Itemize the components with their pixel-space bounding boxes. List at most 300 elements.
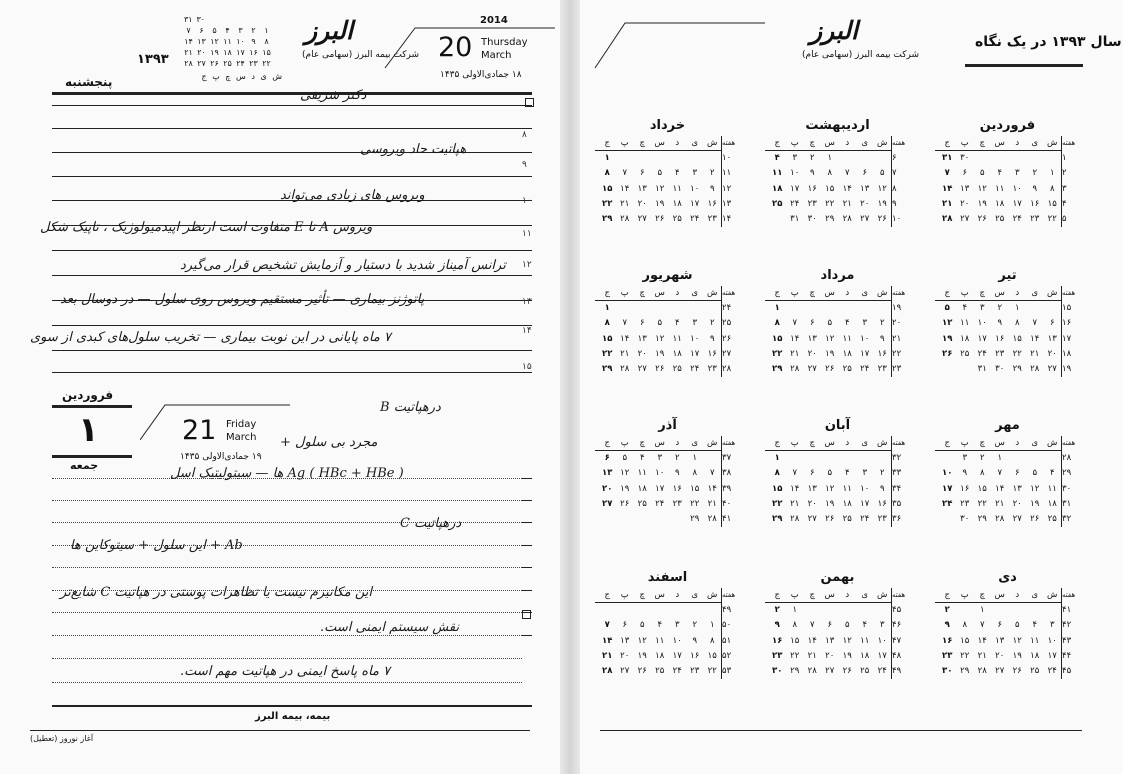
calendar-day[interactable]: ۲۶ bbox=[877, 213, 887, 224]
calendar-day[interactable]: ۲ bbox=[809, 153, 815, 164]
calendar-day[interactable] bbox=[821, 301, 839, 316]
calendar-day[interactable] bbox=[939, 362, 957, 377]
calendar-day[interactable] bbox=[804, 603, 822, 618]
calendar-day[interactable]: ۲۲ bbox=[960, 650, 970, 661]
calendar-day[interactable]: ۵ bbox=[944, 303, 950, 314]
calendar-day[interactable]: ۱۲ bbox=[825, 483, 835, 494]
calendar-day[interactable]: ۱۱ bbox=[672, 333, 682, 344]
calendar-day[interactable] bbox=[1026, 451, 1044, 466]
calendar-day[interactable]: ۹ bbox=[774, 620, 780, 631]
calendar-day[interactable] bbox=[874, 451, 892, 466]
calendar-day[interactable]: ۳۱ bbox=[790, 213, 800, 224]
calendar-day[interactable] bbox=[939, 512, 957, 527]
calendar-day[interactable]: ۱۷ bbox=[1012, 198, 1022, 209]
calendar-day[interactable]: ۱۳ bbox=[620, 635, 630, 646]
calendar-day[interactable]: ۲۳ bbox=[807, 198, 817, 209]
calendar-day[interactable] bbox=[599, 603, 617, 618]
calendar-day[interactable]: ۳۰ bbox=[807, 213, 817, 224]
calendar-day[interactable]: ۳ bbox=[692, 318, 698, 329]
calendar-day[interactable]: ۳۰ bbox=[960, 513, 970, 524]
calendar-day[interactable]: ۱۵ bbox=[602, 183, 613, 194]
calendar-day[interactable]: ۴ bbox=[674, 318, 680, 329]
calendar-day[interactable]: ۹ bbox=[692, 635, 698, 646]
calendar-day[interactable]: ۷ bbox=[979, 620, 985, 631]
calendar-day[interactable]: ۲۱ bbox=[620, 198, 630, 209]
calendar-day[interactable]: ۸ bbox=[709, 635, 715, 646]
calendar-day[interactable]: ۱ bbox=[709, 620, 715, 631]
note-icon[interactable] bbox=[522, 610, 531, 619]
calendar-day[interactable]: ۱۵ bbox=[1047, 198, 1057, 209]
calendar-day[interactable]: ۳۰ bbox=[960, 153, 970, 164]
calendar-day[interactable]: ۳ bbox=[1049, 620, 1055, 631]
calendar-day[interactable] bbox=[804, 301, 822, 316]
calendar-day[interactable]: ۶ bbox=[1049, 318, 1055, 329]
calendar-day[interactable]: ۱۶ bbox=[672, 483, 682, 494]
calendar-day[interactable]: ۱۸ bbox=[672, 198, 682, 209]
calendar-day[interactable]: ۲۷ bbox=[860, 213, 870, 224]
calendar-day[interactable]: ۴ bbox=[997, 168, 1003, 179]
calendar-day[interactable]: ۲۶ bbox=[825, 363, 835, 374]
calendar-day[interactable]: ۲۲ bbox=[790, 650, 800, 661]
calendar-day[interactable]: ۱۲ bbox=[637, 635, 647, 646]
calendar-day[interactable]: ۸ bbox=[604, 168, 610, 179]
calendar-day[interactable]: ۲۶ bbox=[655, 213, 665, 224]
calendar-day[interactable]: ۲۶ bbox=[942, 348, 953, 359]
calendar-day[interactable]: ۶ bbox=[862, 168, 868, 179]
calendar-day[interactable]: ۲۷ bbox=[825, 665, 835, 676]
calendar-day[interactable]: ۲۸ bbox=[620, 363, 630, 374]
calendar-day[interactable]: ۱۷ bbox=[655, 483, 665, 494]
calendar-day[interactable]: ۱۳ bbox=[860, 183, 870, 194]
calendar-day[interactable]: ۲۲ bbox=[1047, 213, 1057, 224]
calendar-day[interactable]: ۱۶ bbox=[707, 348, 717, 359]
calendar-day[interactable]: ۱۹ bbox=[877, 198, 887, 209]
calendar-day[interactable]: ۲ bbox=[997, 303, 1003, 314]
calendar-day[interactable]: ۶ bbox=[809, 318, 815, 329]
calendar-day[interactable]: ۲ bbox=[709, 168, 715, 179]
calendar-day[interactable]: ۲۳ bbox=[877, 363, 887, 374]
calendar-day[interactable]: ۱۸ bbox=[860, 650, 870, 661]
calendar-day[interactable]: ۲۹ bbox=[690, 513, 700, 524]
calendar-day[interactable]: ۱۵ bbox=[602, 333, 613, 344]
calendar-day[interactable]: ۱۴ bbox=[977, 635, 987, 646]
calendar-day[interactable]: ۱ bbox=[692, 453, 698, 464]
calendar-day[interactable] bbox=[669, 151, 687, 166]
calendar-day[interactable]: ۸ bbox=[979, 468, 985, 479]
calendar-day[interactable]: ۲۳ bbox=[960, 498, 970, 509]
calendar-day[interactable]: ۱۸ bbox=[655, 650, 665, 661]
calendar-day[interactable]: ۱۶ bbox=[960, 483, 970, 494]
calendar-day[interactable]: ۱۴ bbox=[620, 183, 630, 194]
calendar-day[interactable]: ۵ bbox=[979, 168, 985, 179]
calendar-day[interactable]: ۲۱ bbox=[842, 198, 852, 209]
calendar-day[interactable] bbox=[1009, 451, 1027, 466]
calendar-day[interactable]: ۲۴ bbox=[690, 213, 700, 224]
calendar-day[interactable]: ۱۷ bbox=[790, 183, 800, 194]
calendar-day[interactable]: ۲۷ bbox=[637, 363, 647, 374]
calendar-day[interactable]: ۲۹ bbox=[1012, 363, 1022, 374]
calendar-day[interactable]: ۵ bbox=[1014, 620, 1020, 631]
calendar-day[interactable] bbox=[1044, 451, 1062, 466]
calendar-day[interactable]: ۱۵ bbox=[772, 333, 783, 344]
calendar-day[interactable]: ۱۶ bbox=[772, 635, 783, 646]
calendar-day[interactable]: ۳ bbox=[862, 468, 868, 479]
calendar-day[interactable]: ۲۲ bbox=[772, 348, 783, 359]
calendar-day[interactable]: ۱۳ bbox=[807, 333, 817, 344]
calendar-day[interactable]: ۳۰ bbox=[995, 363, 1005, 374]
calendar-day[interactable]: ۲۴ bbox=[1047, 665, 1057, 676]
calendar-day[interactable]: ۱۳ bbox=[807, 483, 817, 494]
calendar-day[interactable]: ۲۹ bbox=[772, 363, 783, 374]
calendar-day[interactable]: ۱۶ bbox=[877, 498, 887, 509]
calendar-day[interactable]: ۳ bbox=[862, 318, 868, 329]
calendar-day[interactable]: ۲۸ bbox=[790, 513, 800, 524]
calendar-day[interactable]: ۲۷ bbox=[807, 363, 817, 374]
calendar-day[interactable]: ۲۲ bbox=[690, 498, 700, 509]
calendar-day[interactable] bbox=[651, 512, 669, 527]
calendar-day[interactable]: ۲۰ bbox=[602, 483, 613, 494]
calendar-day[interactable]: ۱۵ bbox=[790, 635, 800, 646]
calendar-day[interactable]: ۶ bbox=[1014, 468, 1020, 479]
calendar-day[interactable]: ۱۳ bbox=[1012, 483, 1022, 494]
calendar-day[interactable]: ۱۵ bbox=[825, 183, 835, 194]
calendar-day[interactable]: ۲۷ bbox=[637, 213, 647, 224]
calendar-day[interactable] bbox=[704, 301, 722, 316]
calendar-day[interactable] bbox=[686, 603, 704, 618]
calendar-day[interactable]: ۱۸ bbox=[842, 498, 852, 509]
calendar-day[interactable]: ۲۴ bbox=[655, 498, 665, 509]
calendar-day[interactable] bbox=[804, 451, 822, 466]
calendar-day[interactable]: ۳ bbox=[792, 153, 798, 164]
calendar-day[interactable]: ۱۳ bbox=[825, 635, 835, 646]
calendar-day[interactable]: ۲۵ bbox=[842, 513, 852, 524]
calendar-day[interactable]: ۱۵ bbox=[977, 483, 987, 494]
calendar-day[interactable]: ۳ bbox=[962, 453, 968, 464]
calendar-day[interactable] bbox=[651, 151, 669, 166]
calendar-day[interactable]: ۱۷ bbox=[860, 348, 870, 359]
calendar-day[interactable] bbox=[651, 603, 669, 618]
calendar-day[interactable]: ۶ bbox=[827, 620, 833, 631]
calendar-day[interactable]: ۱۴ bbox=[790, 483, 800, 494]
calendar-day[interactable]: ۲۴ bbox=[877, 665, 887, 676]
calendar-day[interactable] bbox=[839, 301, 857, 316]
calendar-day[interactable]: ۲۵ bbox=[672, 213, 682, 224]
calendar-day[interactable]: ۲۰ bbox=[825, 650, 835, 661]
calendar-day[interactable]: ۹ bbox=[997, 318, 1003, 329]
calendar-day[interactable]: ۲۵ bbox=[655, 665, 665, 676]
calendar-day[interactable]: ۲۲ bbox=[707, 665, 717, 676]
calendar-day[interactable]: ۱۷ bbox=[877, 650, 887, 661]
calendar-day[interactable]: ۱۹ bbox=[620, 483, 630, 494]
calendar-day[interactable]: ۸ bbox=[792, 620, 798, 631]
calendar-day[interactable]: ۹ bbox=[879, 483, 885, 494]
calendar-day[interactable]: ۲۸ bbox=[842, 213, 852, 224]
calendar-day[interactable]: ۱ bbox=[1049, 168, 1055, 179]
calendar-day[interactable] bbox=[634, 603, 652, 618]
calendar-day[interactable]: ۶ bbox=[639, 318, 645, 329]
calendar-day[interactable] bbox=[599, 512, 617, 527]
calendar-day[interactable]: ۲۳ bbox=[707, 213, 717, 224]
calendar-day[interactable]: ۲۶ bbox=[620, 498, 630, 509]
calendar-day[interactable]: ۲۹ bbox=[825, 213, 835, 224]
calendar-day[interactable]: ۱۲ bbox=[1012, 635, 1022, 646]
calendar-day[interactable]: ۲۴ bbox=[977, 348, 987, 359]
calendar-day[interactable]: ۴ bbox=[1032, 620, 1038, 631]
calendar-day[interactable]: ۲۱ bbox=[602, 650, 613, 661]
calendar-day[interactable]: ۱۰ bbox=[672, 635, 682, 646]
calendar-day[interactable]: ۲ bbox=[944, 605, 950, 616]
calendar-day[interactable] bbox=[1026, 151, 1044, 166]
calendar-day[interactable] bbox=[669, 301, 687, 316]
calendar-day[interactable]: ۲۳ bbox=[995, 348, 1005, 359]
calendar-day[interactable]: ۶ bbox=[962, 168, 968, 179]
calendar-day[interactable]: ۴ bbox=[844, 468, 850, 479]
calendar-day[interactable]: ۱۱ bbox=[1030, 635, 1040, 646]
calendar-day[interactable]: ۱۷ bbox=[977, 333, 987, 344]
calendar-day[interactable] bbox=[1026, 603, 1044, 618]
calendar-day[interactable]: ۱۹ bbox=[637, 650, 647, 661]
calendar-day[interactable]: ۱۳ bbox=[1047, 333, 1057, 344]
calendar-day[interactable]: ۷ bbox=[604, 620, 610, 631]
calendar-day[interactable]: ۵ bbox=[657, 318, 663, 329]
calendar-day[interactable] bbox=[839, 603, 857, 618]
calendar-day[interactable]: ۷ bbox=[622, 318, 628, 329]
calendar-day[interactable]: ۸ bbox=[604, 318, 610, 329]
calendar-day[interactable]: ۲۹ bbox=[960, 665, 970, 676]
calendar-day[interactable]: ۱۰ bbox=[1012, 183, 1022, 194]
calendar-day[interactable]: ۲۵ bbox=[842, 363, 852, 374]
calendar-day[interactable]: ۲۶ bbox=[1012, 665, 1022, 676]
calendar-day[interactable]: ۱۲ bbox=[655, 183, 665, 194]
calendar-day[interactable]: ۱۹ bbox=[977, 198, 987, 209]
calendar-day[interactable] bbox=[839, 151, 857, 166]
calendar-day[interactable]: ۲۹ bbox=[602, 213, 613, 224]
calendar-day[interactable]: ۲۱ bbox=[620, 348, 630, 359]
calendar-day[interactable] bbox=[956, 362, 974, 377]
calendar-day[interactable]: ۶ bbox=[997, 620, 1003, 631]
calendar-day[interactable]: ۲۷ bbox=[807, 513, 817, 524]
calendar-day[interactable]: ۲۶ bbox=[637, 665, 647, 676]
calendar-day[interactable] bbox=[704, 451, 722, 466]
calendar-day[interactable] bbox=[634, 301, 652, 316]
calendar-day[interactable]: ۲ bbox=[879, 468, 885, 479]
calendar-day[interactable]: ۲۱ bbox=[790, 348, 800, 359]
calendar-day[interactable]: ۲۵ bbox=[1047, 513, 1057, 524]
calendar-day[interactable]: ۶ bbox=[639, 168, 645, 179]
calendar-day[interactable]: ۴ bbox=[962, 303, 968, 314]
calendar-day[interactable]: ۱۳ bbox=[637, 183, 647, 194]
calendar-day[interactable] bbox=[704, 151, 722, 166]
calendar-day[interactable]: ۱۱ bbox=[842, 333, 852, 344]
calendar-day[interactable]: ۲۶ bbox=[842, 665, 852, 676]
calendar-day[interactable]: ۱۴ bbox=[807, 635, 817, 646]
calendar-day[interactable]: ۱۰ bbox=[860, 483, 870, 494]
calendar-day[interactable]: ۲۰ bbox=[960, 198, 970, 209]
calendar-day[interactable] bbox=[956, 603, 974, 618]
calendar-day[interactable]: ۷ bbox=[809, 620, 815, 631]
calendar-day[interactable] bbox=[651, 301, 669, 316]
calendar-day[interactable]: ۲۹ bbox=[602, 363, 613, 374]
calendar-day[interactable]: ۱۷ bbox=[672, 650, 682, 661]
calendar-day[interactable]: ۱۷ bbox=[1047, 650, 1057, 661]
calendar-day[interactable]: ۱ bbox=[604, 153, 610, 164]
calendar-day[interactable]: ۱۷ bbox=[690, 198, 700, 209]
calendar-day[interactable]: ۸ bbox=[774, 318, 780, 329]
calendar-day[interactable]: ۴ bbox=[774, 153, 780, 164]
calendar-day[interactable]: ۱۵ bbox=[960, 635, 970, 646]
calendar-day[interactable]: ۲۵ bbox=[860, 665, 870, 676]
calendar-day[interactable]: ۲۲ bbox=[772, 498, 783, 509]
calendar-day[interactable]: ۲ bbox=[674, 453, 680, 464]
calendar-day[interactable]: ۱۷ bbox=[690, 348, 700, 359]
calendar-day[interactable] bbox=[1009, 603, 1027, 618]
calendar-day[interactable]: ۹ bbox=[962, 468, 968, 479]
calendar-day[interactable] bbox=[821, 603, 839, 618]
calendar-day[interactable]: ۷ bbox=[844, 168, 850, 179]
calendar-day[interactable]: ۵ bbox=[827, 468, 833, 479]
calendar-day[interactable]: ۱۶ bbox=[877, 348, 887, 359]
calendar-day[interactable]: ۱۶ bbox=[807, 183, 817, 194]
calendar-day[interactable]: ۳۱ bbox=[942, 153, 953, 164]
calendar-day[interactable]: ۱۲ bbox=[977, 183, 987, 194]
calendar-day[interactable] bbox=[839, 451, 857, 466]
calendar-day[interactable]: ۲ bbox=[709, 318, 715, 329]
calendar-day[interactable]: ۲۹ bbox=[772, 513, 783, 524]
calendar-day[interactable]: ۱۸ bbox=[960, 333, 970, 344]
calendar-day[interactable]: ۱۹ bbox=[825, 348, 835, 359]
calendar-day[interactable]: ۸ bbox=[774, 468, 780, 479]
calendar-day[interactable]: ۶ bbox=[604, 453, 610, 464]
calendar-day[interactable]: ۴ bbox=[674, 168, 680, 179]
calendar-day[interactable]: ۵ bbox=[879, 168, 885, 179]
calendar-day[interactable]: ۱۰ bbox=[690, 333, 700, 344]
calendar-day[interactable]: ۷ bbox=[1032, 318, 1038, 329]
calendar-day[interactable]: ۵ bbox=[827, 318, 833, 329]
calendar-day[interactable]: ۷ bbox=[622, 168, 628, 179]
calendar-day[interactable] bbox=[856, 151, 874, 166]
calendar-day[interactable]: ۲۳ bbox=[942, 650, 953, 661]
calendar-day[interactable] bbox=[1044, 301, 1062, 316]
calendar-day[interactable]: ۳ bbox=[879, 620, 885, 631]
calendar-day[interactable] bbox=[991, 151, 1009, 166]
calendar-day[interactable]: ۲۳ bbox=[707, 363, 717, 374]
calendar-day[interactable]: ۱۹ bbox=[825, 498, 835, 509]
calendar-day[interactable]: ۱۱ bbox=[772, 168, 783, 179]
calendar-day[interactable]: ۱ bbox=[1014, 303, 1020, 314]
calendar-day[interactable] bbox=[704, 603, 722, 618]
calendar-day[interactable]: ۶ bbox=[809, 468, 815, 479]
calendar-day[interactable]: ۲ bbox=[692, 620, 698, 631]
calendar-day[interactable]: ۱۰ bbox=[877, 635, 887, 646]
calendar-day[interactable]: ۳۱ bbox=[977, 363, 987, 374]
calendar-day[interactable]: ۱۲ bbox=[620, 468, 630, 479]
calendar-day[interactable]: ۱ bbox=[792, 605, 798, 616]
calendar-day[interactable]: ۱۶ bbox=[995, 333, 1005, 344]
calendar-day[interactable]: ۱۹ bbox=[1030, 498, 1040, 509]
calendar-day[interactable]: ۲۱ bbox=[707, 498, 717, 509]
calendar-day[interactable]: ۲۴ bbox=[942, 498, 953, 509]
calendar-day[interactable]: ۲۸ bbox=[977, 665, 987, 676]
calendar-day[interactable]: ۲۰ bbox=[860, 198, 870, 209]
calendar-day[interactable]: ۱۹ bbox=[942, 333, 953, 344]
calendar-day[interactable]: ۲۸ bbox=[602, 665, 613, 676]
calendar-day[interactable]: ۲۵ bbox=[995, 213, 1005, 224]
calendar-day[interactable] bbox=[874, 603, 892, 618]
calendar-day[interactable]: ۱۶ bbox=[707, 198, 717, 209]
calendar-day[interactable]: ۲۳ bbox=[1030, 213, 1040, 224]
calendar-day[interactable]: ۲ bbox=[979, 453, 985, 464]
calendar-day[interactable]: ۹ bbox=[709, 183, 715, 194]
calendar-day[interactable]: ۲۳ bbox=[772, 650, 783, 661]
calendar-day[interactable] bbox=[939, 451, 957, 466]
calendar-day[interactable]: ۱۱ bbox=[960, 318, 970, 329]
calendar-day[interactable] bbox=[634, 151, 652, 166]
calendar-day[interactable]: ۱۹ bbox=[655, 198, 665, 209]
calendar-day[interactable]: ۷ bbox=[792, 318, 798, 329]
calendar-day[interactable]: ۴ bbox=[639, 453, 645, 464]
calendar-day[interactable]: ۲۶ bbox=[825, 513, 835, 524]
calendar-day[interactable]: ۱۴ bbox=[602, 635, 613, 646]
calendar-day[interactable]: ۲۸ bbox=[1030, 363, 1040, 374]
calendar-day[interactable] bbox=[874, 151, 892, 166]
calendar-day[interactable] bbox=[686, 151, 704, 166]
calendar-day[interactable]: ۱۴ bbox=[995, 483, 1005, 494]
calendar-day[interactable]: ۱۲ bbox=[842, 635, 852, 646]
calendar-day[interactable] bbox=[616, 301, 634, 316]
calendar-day[interactable]: ۲۶ bbox=[1030, 513, 1040, 524]
calendar-day[interactable]: ۲۴ bbox=[1012, 213, 1022, 224]
calendar-day[interactable] bbox=[856, 603, 874, 618]
calendar-day[interactable] bbox=[1044, 603, 1062, 618]
calendar-day[interactable] bbox=[634, 512, 652, 527]
calendar-day[interactable]: ۹ bbox=[879, 333, 885, 344]
calendar-day[interactable]: ۶ bbox=[622, 620, 628, 631]
calendar-day[interactable] bbox=[616, 603, 634, 618]
calendar-day[interactable]: ۲۴ bbox=[690, 363, 700, 374]
calendar-day[interactable]: ۱ bbox=[997, 453, 1003, 464]
calendar-day[interactable]: ۲۲ bbox=[602, 348, 613, 359]
calendar-day[interactable] bbox=[991, 603, 1009, 618]
calendar-day[interactable]: ۱۸ bbox=[772, 183, 783, 194]
calendar-day[interactable]: ۲۷ bbox=[1012, 513, 1022, 524]
calendar-day[interactable]: ۲۰ bbox=[1047, 348, 1057, 359]
calendar-day[interactable]: ۱۸ bbox=[842, 348, 852, 359]
calendar-day[interactable]: ۱۹ bbox=[842, 650, 852, 661]
calendar-day[interactable] bbox=[669, 512, 687, 527]
calendar-day[interactable] bbox=[856, 301, 874, 316]
calendar-day[interactable]: ۴ bbox=[844, 318, 850, 329]
calendar-day[interactable]: ۸ bbox=[1049, 183, 1055, 194]
calendar-day[interactable]: ۲۹ bbox=[790, 665, 800, 676]
calendar-day[interactable]: ۱۲ bbox=[1030, 483, 1040, 494]
calendar-day[interactable]: ۲۸ bbox=[807, 665, 817, 676]
calendar-day[interactable]: ۳ bbox=[674, 620, 680, 631]
calendar-day[interactable] bbox=[1009, 151, 1027, 166]
calendar-day[interactable]: ۱ bbox=[774, 303, 780, 314]
calendar-day[interactable] bbox=[1026, 301, 1044, 316]
calendar-day[interactable]: ۸ bbox=[1014, 318, 1020, 329]
calendar-day[interactable]: ۱۳ bbox=[995, 635, 1005, 646]
calendar-day[interactable]: ۱۰ bbox=[690, 183, 700, 194]
calendar-day[interactable]: ۱۴ bbox=[790, 333, 800, 344]
calendar-day[interactable]: ۱۴ bbox=[620, 333, 630, 344]
calendar-day[interactable]: ۲۶ bbox=[977, 213, 987, 224]
calendar-day[interactable]: ۲۸ bbox=[790, 363, 800, 374]
calendar-day[interactable] bbox=[874, 301, 892, 316]
calendar-day[interactable]: ۲۵ bbox=[772, 198, 783, 209]
calendar-day[interactable]: ۷ bbox=[944, 168, 950, 179]
calendar-day[interactable]: ۱۸ bbox=[1030, 650, 1040, 661]
